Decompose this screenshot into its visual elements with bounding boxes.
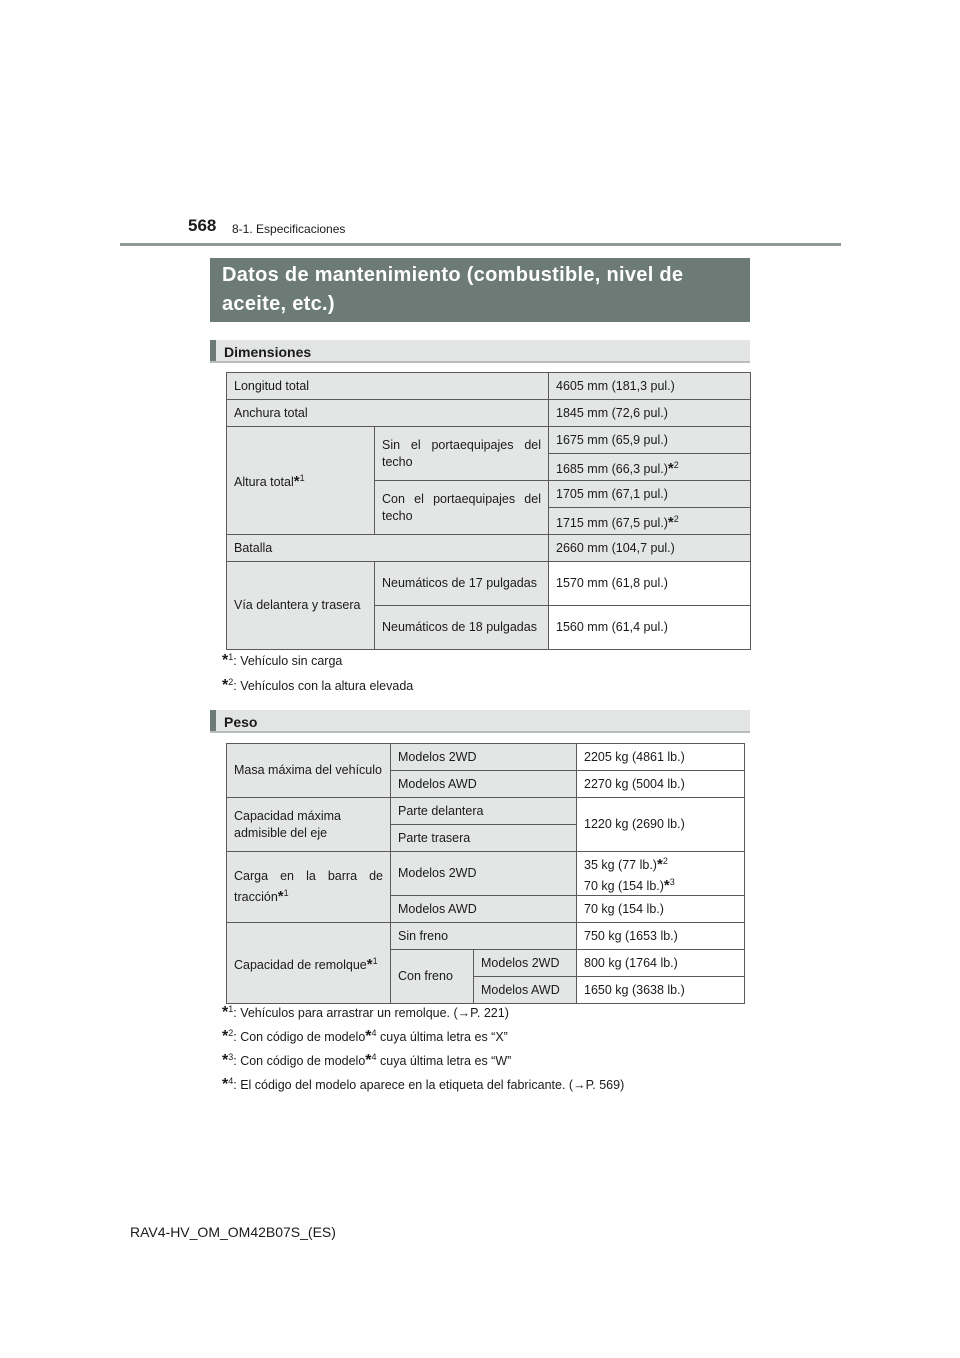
- footnote-number: 4: [371, 1052, 377, 1062]
- sin-portaequipajes-value-2: [549, 454, 751, 481]
- remolque-label-text: Capacidad de remolque: [234, 957, 367, 972]
- barra-2wd-value-1: 35 kg (77 lb.): [584, 857, 657, 872]
- heading-bar: [210, 710, 216, 731]
- via-label: Vía delantera y trasera: [227, 562, 375, 650]
- dimensions-heading: [210, 340, 750, 363]
- sin-freno-label: Sin freno: [391, 923, 577, 950]
- footnote-marker: *: [293, 473, 300, 490]
- footnote-text: cuya última letra es “W”: [376, 1054, 512, 1068]
- eje-label: Capacidad máxima admisible del eje: [227, 798, 391, 852]
- batalla-value: 2660 mm (104,7 pul.): [549, 535, 751, 562]
- table-row: [227, 427, 751, 454]
- masa-awd-label: Modelos AWD: [391, 771, 577, 798]
- footnote-number: 2: [673, 459, 679, 470]
- footnote-number: 4: [228, 1076, 234, 1086]
- footnote-number: 1: [228, 652, 234, 662]
- neumaticos-17-value: 1570 mm (61,8 pul.): [549, 562, 751, 606]
- con-freno-awd-label: Modelos AWD: [474, 977, 577, 1004]
- footnote-marker: *: [277, 888, 284, 905]
- footnote-marker: *: [222, 1052, 229, 1069]
- con-freno-2wd-label: Modelos 2WD: [474, 950, 577, 977]
- header-rule: [120, 243, 841, 246]
- neumaticos-17-label: Neumáticos de 17 pulgadas: [375, 562, 549, 606]
- footnote-text: : Con código de modelo: [233, 1054, 366, 1068]
- footnote-text: : El código del modelo aparece en la etiqueta del fabricante. (: [233, 1078, 574, 1092]
- footnote-marker: *: [365, 1052, 372, 1069]
- heading-bar: [210, 340, 216, 361]
- eje-value: 1220 kg (2690 lb.): [577, 798, 745, 852]
- footnote-number: 1: [372, 955, 378, 966]
- sin-value-2-text: 1685 mm (66,3 pul.): [556, 461, 668, 476]
- barra-2wd-label: Modelos 2WD: [391, 852, 577, 896]
- footnote-number: 1: [283, 888, 289, 898]
- barra-2wd-value-2: 70 kg (154 lb.): [584, 878, 664, 893]
- footnote-marker: *: [663, 876, 670, 894]
- footnote-marker: *: [222, 1076, 229, 1093]
- footnote-marker: *: [366, 955, 373, 973]
- page-title: Datos de mantenimiento (combustible, nivel de aceite, etc.): [210, 258, 750, 322]
- dimensions-table: [226, 372, 751, 650]
- footnote-marker: *: [222, 677, 229, 694]
- weight-footnote-4: [222, 1076, 624, 1094]
- sin-portaequipajes-label: Sin el portaequipajes del techo: [375, 427, 549, 481]
- con-freno-awd-value: 1650 kg (3638 lb.): [577, 977, 745, 1004]
- footnote-marker: *: [222, 1004, 229, 1021]
- con-portaequipajes-value-2: [549, 508, 751, 535]
- barra-label: [227, 852, 391, 923]
- table-row: [227, 535, 751, 562]
- footnote-number: 2: [228, 677, 234, 687]
- con-portaequipajes-value-1: 1705 mm (67,1 pul.): [549, 481, 751, 508]
- batalla-label: Batalla: [227, 535, 549, 562]
- footnote-marker: *: [667, 513, 674, 531]
- weight-heading: [210, 710, 750, 733]
- con-value-2-text: 1715 mm (67,5 pul.): [556, 515, 668, 530]
- neumaticos-18-label: Neumáticos de 18 pulgadas: [375, 606, 549, 650]
- footnote-marker: *: [222, 1028, 229, 1045]
- anchura-value: 1845 mm (72,6 pul.): [549, 400, 751, 427]
- dimensions-heading-label: Dimensiones: [224, 344, 312, 360]
- weight-heading-label: Peso: [224, 714, 258, 730]
- footnote-number: 2: [228, 1028, 234, 1038]
- footnote-number: 3: [228, 1052, 234, 1062]
- table-row: [227, 852, 745, 896]
- parte-trasera-label: Parte trasera: [391, 825, 577, 852]
- sin-portaequipajes-value-1: 1675 mm (65,9 pul.): [549, 427, 751, 454]
- con-freno-2wd-value: 800 kg (1764 lb.): [577, 950, 745, 977]
- footnote-number: 2: [673, 513, 679, 524]
- barra-2wd-value: [577, 852, 745, 896]
- barra-awd-label: Modelos AWD: [391, 896, 577, 923]
- table-row: [227, 400, 751, 427]
- footnote-marker: *: [667, 459, 674, 477]
- footnote-number: 1: [228, 1004, 234, 1014]
- arrow-icon: →: [573, 1078, 586, 1092]
- page-link[interactable]: P. 569): [585, 1078, 625, 1092]
- page-number: 568: [188, 216, 217, 235]
- footnote-text: : Vehículos para arrastrar un remolque. (: [233, 1006, 458, 1020]
- con-portaequipajes-label: Con el portaequipajes del techo: [375, 481, 549, 535]
- footnote-number: 4: [371, 1028, 377, 1038]
- table-row: [227, 744, 745, 771]
- masa-2wd-label: Modelos 2WD: [391, 744, 577, 771]
- masa-awd-value: 2270 kg (5004 lb.): [577, 771, 745, 798]
- page-link[interactable]: P. 221): [470, 1006, 509, 1020]
- barra-label-text: Carga en la barra de tracción: [234, 869, 383, 904]
- footer-document-code: RAV4-HV_OM_OM42B07S_(ES): [130, 1224, 336, 1240]
- remolque-label: [227, 923, 391, 1004]
- weight-footnote-3: [222, 1052, 511, 1070]
- footnote-number: 1: [299, 473, 305, 483]
- arrow-icon: →: [457, 1006, 471, 1020]
- masa-2wd-value: 2205 kg (4861 lb.): [577, 744, 745, 771]
- table-row: [227, 923, 745, 950]
- altura-label: [227, 427, 375, 535]
- table-row: [227, 562, 751, 606]
- neumaticos-18-value: 1560 mm (61,4 pul.): [549, 606, 751, 650]
- footnote-number: 2: [662, 855, 668, 866]
- masa-label: Masa máxima del vehículo: [227, 744, 391, 798]
- dimensions-footnote-1: [222, 652, 342, 670]
- footnote-marker: *: [656, 855, 663, 873]
- footnote-text: cuya última letra es “X”: [376, 1030, 508, 1044]
- table-row: [227, 373, 751, 400]
- footnote-marker: *: [365, 1028, 372, 1045]
- con-freno-label: Con freno: [391, 950, 474, 1004]
- anchura-label: Anchura total: [227, 400, 549, 427]
- parte-delantera-label: Parte delantera: [391, 798, 577, 825]
- weight-footnote-1: [222, 1004, 509, 1022]
- altura-label-text: Altura total: [234, 475, 294, 489]
- footnote-text: : Con código de modelo: [233, 1030, 366, 1044]
- weight-table: [226, 743, 745, 1004]
- weight-footnote-2: [222, 1028, 508, 1046]
- longitud-value: 4605 mm (181,3 pul.): [549, 373, 751, 400]
- sin-freno-value: 750 kg (1653 lb.): [577, 923, 745, 950]
- dimensions-footnote-2: [222, 677, 413, 695]
- footnote-text: : Vehículos con la altura elevada: [233, 679, 414, 693]
- footnote-marker: *: [222, 652, 229, 669]
- table-row: [227, 798, 745, 825]
- section-reference: 8-1. Especificaciones: [232, 222, 346, 236]
- footnote-text: : Vehículo sin carga: [233, 654, 343, 668]
- footnote-number: 3: [669, 876, 675, 887]
- barra-awd-value: 70 kg (154 lb.): [577, 896, 745, 923]
- longitud-label: Longitud total: [227, 373, 549, 400]
